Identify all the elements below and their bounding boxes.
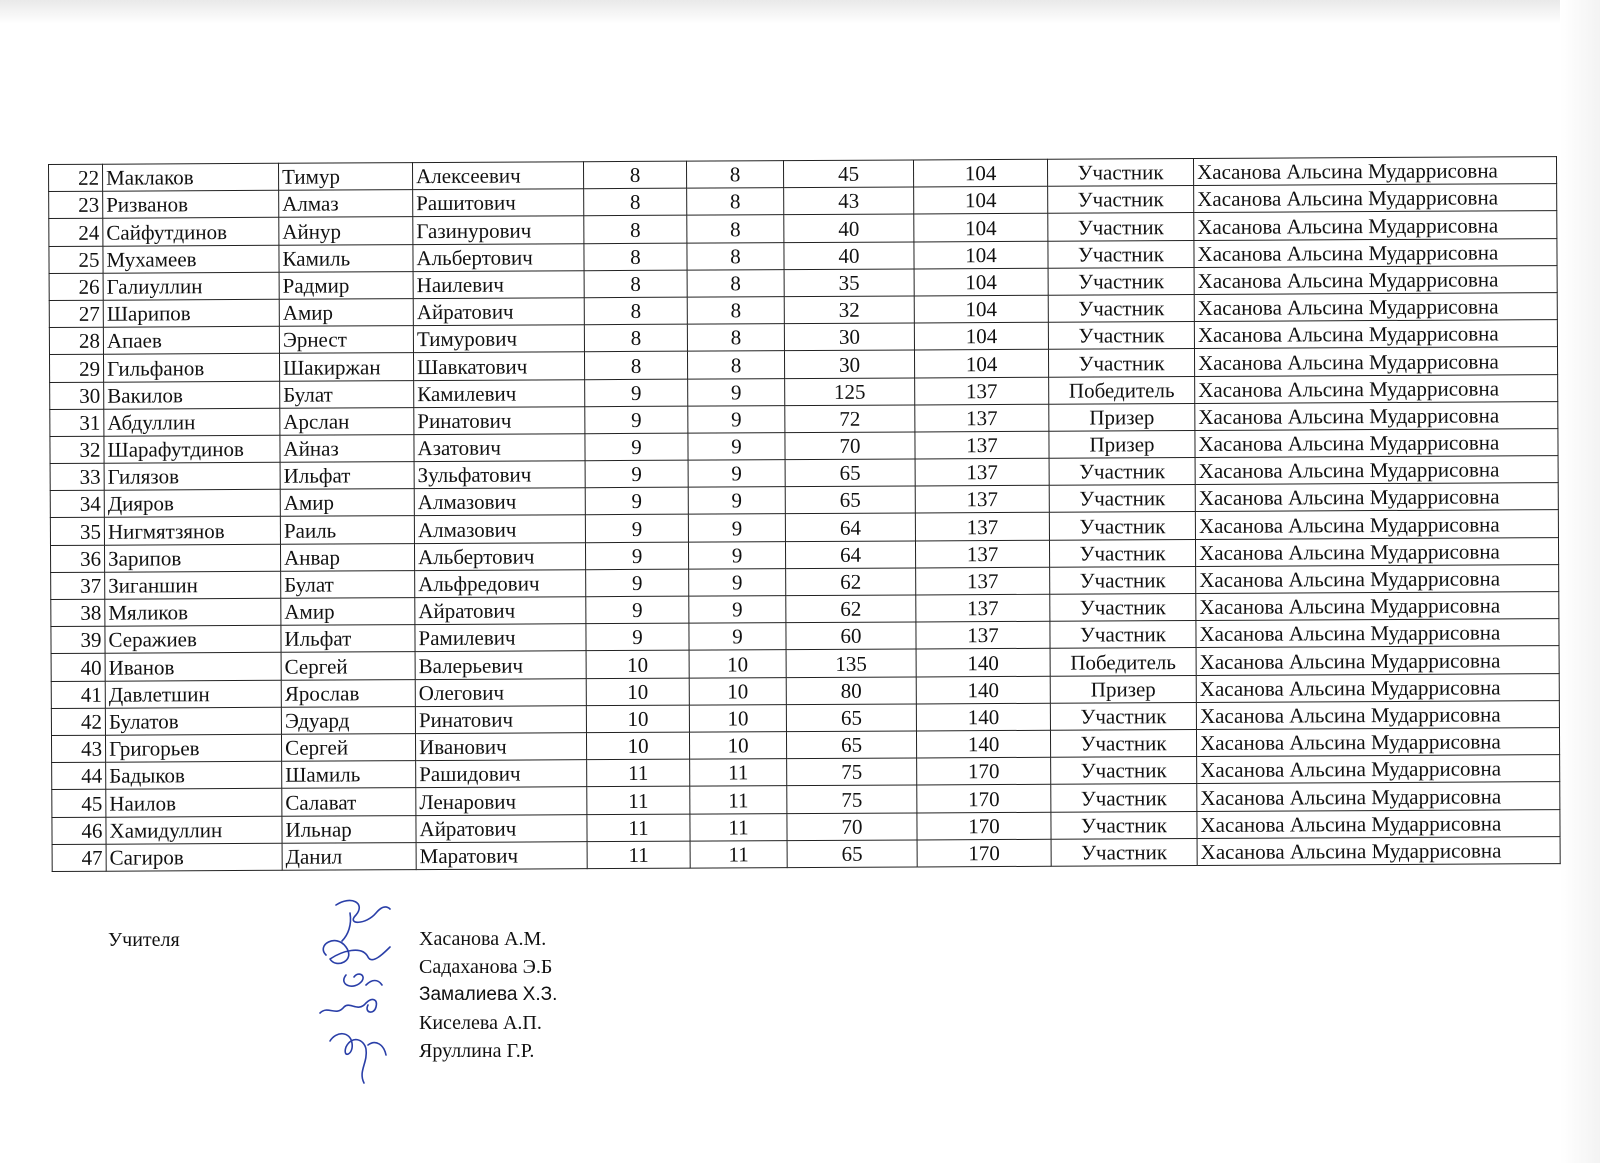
patronymic-cell: Алмазович (414, 515, 585, 543)
row-number-cell: 33 (50, 463, 104, 490)
surname-cell: Хамидуллин (106, 816, 282, 844)
teacher-cell: Хасанова Альсина Мударрисовна (1195, 510, 1558, 539)
score-cell: 65 (785, 486, 915, 514)
status-cell: Участник (1047, 159, 1193, 187)
row-number-cell: 34 (50, 490, 104, 517)
surname-cell: Дияров (104, 490, 280, 518)
max-score-cell: 140 (916, 649, 1050, 677)
status-cell: Участник (1050, 729, 1196, 757)
first-name-cell: Шамиль (282, 761, 416, 789)
surname-cell: Сайфутдинов (103, 218, 279, 246)
teacher-cell: Хасанова Альсина Мударрисовна (1195, 401, 1558, 430)
surname-cell: Шарипов (103, 299, 279, 327)
grade-participation-cell: 9 (688, 541, 785, 569)
grade-study-cell: 9 (586, 596, 689, 624)
teacher-cell: Хасанова Альсина Мударрисовна (1196, 646, 1559, 675)
status-cell: Участник (1048, 322, 1194, 350)
status-cell: Участник (1049, 458, 1195, 486)
first-name-cell: Сергей (281, 734, 415, 762)
row-number-cell: 43 (51, 735, 105, 762)
first-name-cell: Радмир (279, 271, 413, 299)
score-cell: 62 (786, 568, 916, 596)
grade-participation-cell: 9 (689, 596, 786, 624)
surname-cell: Бадыков (106, 761, 282, 789)
patronymic-cell: Ринатович (414, 406, 585, 434)
row-number-cell: 42 (51, 708, 105, 735)
score-cell: 35 (784, 269, 914, 297)
row-number-cell: 28 (49, 327, 103, 354)
score-cell: 32 (784, 296, 914, 324)
row-number-cell: 44 (52, 762, 106, 789)
grade-participation-cell: 9 (688, 487, 785, 515)
grade-participation-cell: 10 (689, 732, 786, 760)
grade-participation-cell: 9 (689, 623, 786, 651)
patronymic-cell: Азатович (414, 434, 585, 462)
grade-participation-cell: 10 (689, 677, 786, 705)
teacher-name: Киселева А.П. (419, 1012, 542, 1034)
surname-cell: Булатов (105, 707, 281, 735)
first-name-cell: Эрнест (279, 326, 413, 354)
surname-cell: Серажиев (105, 625, 281, 653)
status-cell: Участник (1049, 539, 1195, 567)
max-score-cell: 137 (915, 513, 1049, 541)
score-cell: 125 (785, 377, 915, 405)
score-cell: 64 (785, 513, 915, 541)
grade-study-cell: 8 (584, 351, 687, 379)
max-score-cell: 170 (917, 812, 1051, 840)
max-score-cell: 170 (917, 839, 1051, 867)
score-cell: 30 (784, 350, 914, 378)
patronymic-cell: Ленарович (416, 787, 587, 815)
grade-study-cell: 10 (586, 732, 689, 760)
teacher-cell: Хасанова Альсина Мударрисовна (1193, 157, 1556, 186)
patronymic-cell: Рашитович (413, 189, 584, 217)
status-cell: Призер (1050, 675, 1196, 703)
grade-study-cell: 11 (587, 841, 690, 869)
grade-study-cell: 9 (585, 542, 688, 570)
grade-participation-cell: 9 (688, 433, 785, 461)
grade-study-cell: 11 (587, 786, 690, 814)
teacher-cell: Хасанова Альсина Мударрисовна (1196, 592, 1559, 621)
grade-study-cell: 9 (586, 569, 689, 597)
teacher-cell: Хасанова Альсина Мударрисовна (1194, 238, 1557, 267)
teacher-list (419, 925, 557, 1065)
first-name-cell: Ярослав (281, 679, 415, 707)
patronymic-cell: Валерьевич (415, 651, 586, 679)
max-score-cell: 104 (914, 186, 1048, 214)
first-name-cell: Айнур (279, 217, 413, 245)
grade-participation-cell: 10 (689, 650, 786, 678)
patronymic-cell: Тимурович (413, 325, 584, 353)
teacher-cell: Хасанова Альсина Мударрисовна (1195, 456, 1558, 485)
surname-cell: Абдуллин (104, 408, 280, 436)
row-number-cell: 27 (49, 300, 103, 327)
first-name-cell: Раиль (280, 516, 414, 544)
row-number-cell: 23 (49, 191, 103, 218)
grade-participation-cell: 9 (689, 568, 786, 596)
grade-study-cell: 9 (585, 406, 688, 434)
patronymic-cell: Зульфатович (414, 461, 585, 489)
patronymic-cell: Шавкатович (413, 352, 584, 380)
patronymic-cell: Альбертович (413, 243, 584, 271)
max-score-cell: 104 (914, 350, 1048, 378)
grade-study-cell: 8 (584, 324, 687, 352)
teacher-cell: Хасанова Альсина Мударрисовна (1194, 211, 1557, 240)
grade-participation-cell: 9 (688, 405, 785, 433)
first-name-cell: Камиль (279, 244, 413, 272)
surname-cell: Нигмятзянов (104, 517, 280, 545)
grade-participation-cell: 9 (688, 378, 785, 406)
patronymic-cell: Рамилевич (415, 624, 586, 652)
row-number-cell: 39 (51, 626, 105, 653)
grade-participation-cell: 8 (687, 351, 784, 379)
teacher-name: Замалиева Х.З. (419, 984, 558, 1005)
row-number-cell: 41 (51, 681, 105, 708)
results-table (48, 156, 1561, 872)
first-name-cell: Амир (279, 299, 413, 327)
first-name-cell: Ильнар (282, 815, 416, 843)
status-cell: Победитель (1050, 648, 1196, 676)
status-cell: Участник (1048, 186, 1194, 214)
row-number-cell: 37 (51, 572, 105, 599)
score-cell: 45 (783, 160, 913, 188)
max-score-cell: 140 (916, 676, 1050, 704)
status-cell: Участник (1051, 757, 1197, 785)
score-cell: 70 (785, 432, 915, 460)
teacher-cell: Хасанова Альсина Мударрисовна (1194, 320, 1557, 349)
surname-cell: Зарипов (104, 544, 280, 572)
surname-cell: Апаев (103, 326, 279, 354)
max-score-cell: 137 (915, 431, 1049, 459)
grade-study-cell: 10 (586, 651, 689, 679)
grade-participation-cell: 9 (688, 514, 785, 542)
surname-cell: Мухамеев (103, 245, 279, 273)
grade-participation-cell: 11 (690, 840, 787, 868)
teachers-footer (108, 925, 808, 1095)
first-name-cell: Данил (282, 842, 416, 870)
scan-right-edge (1560, 0, 1600, 1163)
max-score-cell: 137 (915, 458, 1049, 486)
teacher-signatures (306, 895, 426, 1095)
surname-cell: Мяликов (105, 598, 281, 626)
surname-cell: Галиуллин (103, 272, 279, 300)
score-cell: 40 (784, 214, 914, 242)
row-number-cell: 38 (51, 599, 105, 626)
score-cell: 60 (786, 622, 916, 650)
grade-study-cell: 10 (586, 678, 689, 706)
status-cell: Участник (1049, 485, 1195, 513)
grade-study-cell: 9 (585, 460, 688, 488)
grade-participation-cell: 8 (687, 297, 784, 325)
first-name-cell: Булат (280, 380, 414, 408)
status-cell: Участник (1051, 811, 1197, 839)
teacher-cell: Хасанова Альсина Мударрисовна (1196, 728, 1559, 757)
results-table-body (49, 157, 1561, 872)
first-name-cell: Шакиржан (279, 353, 413, 381)
patronymic-cell: Газинурович (413, 216, 584, 244)
grade-participation-cell: 8 (687, 269, 784, 297)
teacher-cell: Хасанова Альсина Мударрисовна (1196, 673, 1559, 702)
first-name-cell: Салават (282, 788, 416, 816)
surname-cell: Ризванов (103, 190, 279, 218)
patronymic-cell: Айратович (413, 298, 584, 326)
grade-study-cell: 11 (587, 814, 690, 842)
patronymic-cell: Маратович (416, 841, 587, 869)
grade-study-cell: 10 (586, 705, 689, 733)
teacher-name: Яруллина Г.Р. (419, 1040, 535, 1062)
grade-participation-cell: 11 (690, 786, 787, 814)
grade-participation-cell: 10 (689, 704, 786, 732)
patronymic-cell: Альфредович (415, 570, 586, 598)
first-name-cell: Амир (281, 598, 415, 626)
grade-participation-cell: 11 (690, 813, 787, 841)
row-number-cell: 31 (50, 409, 104, 436)
row-number-cell: 47 (52, 844, 106, 871)
patronymic-cell: Айратович (415, 597, 586, 625)
teacher-cell: Хасанова Альсина Мударрисовна (1194, 347, 1557, 376)
teacher-cell: Хасанова Альсина Мударрисовна (1194, 293, 1557, 322)
patronymic-cell: Ринатович (415, 705, 586, 733)
status-cell: Участник (1050, 566, 1196, 594)
teacher-name: Садаханова Э.Б (419, 956, 553, 978)
grade-study-cell: 11 (587, 759, 690, 787)
teacher-cell: Хасанова Альсина Мударрисовна (1196, 700, 1559, 729)
first-name-cell: Сергей (281, 652, 415, 680)
status-cell: Участник (1051, 838, 1197, 866)
surname-cell: Маклаков (103, 163, 279, 191)
status-cell: Участник (1050, 702, 1196, 730)
grade-participation-cell: 8 (687, 242, 784, 270)
score-cell: 70 (787, 812, 917, 840)
row-number-cell: 30 (50, 382, 104, 409)
surname-cell: Вакилов (104, 381, 280, 409)
grade-study-cell: 8 (584, 188, 687, 216)
max-score-cell: 104 (914, 214, 1048, 242)
first-name-cell: Арслан (280, 407, 414, 435)
teacher-cell: Хасанова Альсина Мударрисовна (1194, 265, 1557, 294)
teacher-cell: Хасанова Альсина Мударрисовна (1195, 483, 1558, 512)
grade-study-cell: 9 (585, 379, 688, 407)
score-cell: 135 (786, 649, 916, 677)
row-number-cell: 24 (49, 219, 103, 246)
surname-cell: Сагиров (106, 843, 282, 871)
grade-study-cell: 8 (583, 161, 686, 189)
status-cell: Участник (1050, 621, 1196, 649)
status-cell: Участник (1050, 593, 1196, 621)
status-cell: Призер (1049, 430, 1195, 458)
teacher-cell: Хасанова Альсина Мударрисовна (1197, 836, 1560, 865)
status-cell: Призер (1049, 403, 1195, 431)
patronymic-cell: Олегович (415, 678, 586, 706)
score-cell: 80 (786, 677, 916, 705)
grade-study-cell: 8 (584, 243, 687, 271)
surname-cell: Наилов (106, 789, 282, 817)
first-name-cell: Булат (281, 570, 415, 598)
row-number-cell: 22 (49, 164, 103, 191)
first-name-cell: Айназ (280, 434, 414, 462)
grade-study-cell: 9 (585, 515, 688, 543)
max-score-cell: 104 (914, 322, 1048, 350)
grade-participation-cell: 8 (687, 215, 784, 243)
grade-participation-cell: 8 (687, 188, 784, 216)
teacher-cell: Хасанова Альсина Мударрисовна (1194, 184, 1557, 213)
score-cell: 65 (787, 840, 917, 868)
status-cell: Участник (1048, 267, 1194, 295)
first-name-cell: Амир (280, 489, 414, 517)
teacher-name: Хасанова А.М. (419, 928, 547, 950)
score-cell: 72 (785, 405, 915, 433)
score-cell: 62 (786, 595, 916, 623)
grade-study-cell: 9 (586, 623, 689, 651)
scan-top-edge (0, 0, 1600, 24)
patronymic-cell: Иванович (415, 733, 586, 761)
first-name-cell: Анвар (280, 543, 414, 571)
surname-cell: Давлетшин (105, 680, 281, 708)
patronymic-cell: Алмазович (414, 488, 585, 516)
max-score-cell: 137 (916, 594, 1050, 622)
grade-participation-cell: 11 (690, 759, 787, 787)
first-name-cell: Алмаз (279, 190, 413, 218)
max-score-cell: 170 (917, 785, 1051, 813)
surname-cell: Иванов (105, 653, 281, 681)
teacher-cell: Хасанова Альсина Мударрисовна (1196, 564, 1559, 593)
row-number-cell: 45 (52, 790, 106, 817)
max-score-cell: 137 (915, 486, 1049, 514)
max-score-cell: 140 (916, 703, 1050, 731)
status-cell: Участник (1048, 240, 1194, 268)
max-score-cell: 137 (915, 540, 1049, 568)
max-score-cell: 104 (914, 268, 1048, 296)
score-cell: 64 (785, 541, 915, 569)
surname-cell: Гилязов (104, 462, 280, 490)
patronymic-cell: Альбертович (414, 542, 585, 570)
teacher-cell: Хасанова Альсина Мударрисовна (1196, 619, 1559, 648)
surname-cell: Гильфанов (103, 354, 279, 382)
max-score-cell: 104 (913, 159, 1047, 187)
max-score-cell: 137 (916, 621, 1050, 649)
teachers-label: Учителя (108, 929, 180, 951)
score-cell: 75 (787, 758, 917, 786)
surname-cell: Григорьев (105, 734, 281, 762)
patronymic-cell: Рашидович (416, 760, 587, 788)
teacher-cell: Хасанова Альсина Мударрисовна (1197, 809, 1560, 838)
max-score-cell: 170 (917, 757, 1051, 785)
surname-cell: Зиганшин (105, 571, 281, 599)
max-score-cell: 137 (916, 567, 1050, 595)
teacher-cell: Хасанова Альсина Мударрисовна (1195, 537, 1558, 566)
score-cell: 65 (786, 731, 916, 759)
status-cell: Участник (1051, 784, 1197, 812)
grade-participation-cell: 9 (688, 460, 785, 488)
surname-cell: Шарафутдинов (104, 435, 280, 463)
max-score-cell: 104 (914, 295, 1048, 323)
patronymic-cell: Айратович (416, 814, 587, 842)
grade-study-cell: 8 (584, 216, 687, 244)
status-cell: Участник (1048, 213, 1194, 241)
first-name-cell: Ильфат (281, 625, 415, 653)
row-number-cell: 40 (51, 654, 105, 681)
row-number-cell: 36 (50, 545, 104, 572)
grade-study-cell: 8 (584, 297, 687, 325)
patronymic-cell: Наилевич (413, 270, 584, 298)
max-score-cell: 137 (915, 377, 1049, 405)
patronymic-cell: Камилевич (414, 379, 585, 407)
score-cell: 65 (786, 704, 916, 732)
max-score-cell: 140 (916, 730, 1050, 758)
score-cell: 65 (785, 459, 915, 487)
grade-study-cell: 8 (584, 270, 687, 298)
teacher-cell: Хасанова Альсина Мударрисовна (1197, 755, 1560, 784)
max-score-cell: 137 (915, 404, 1049, 432)
teacher-cell: Хасанова Альсина Мударрисовна (1197, 782, 1560, 811)
grade-participation-cell: 8 (686, 161, 783, 189)
grade-study-cell: 9 (585, 433, 688, 461)
score-cell: 75 (787, 785, 917, 813)
teacher-cell: Хасанова Альсина Мударрисовна (1195, 374, 1558, 403)
status-cell: Участник (1048, 294, 1194, 322)
first-name-cell: Тимур (278, 163, 412, 191)
first-name-cell: Ильфат (280, 462, 414, 490)
score-cell: 43 (784, 187, 914, 215)
row-number-cell: 35 (50, 518, 104, 545)
status-cell: Победитель (1049, 376, 1195, 404)
row-number-cell: 29 (49, 355, 103, 382)
grade-participation-cell: 8 (687, 324, 784, 352)
grade-study-cell: 9 (585, 487, 688, 515)
row-number-cell: 25 (49, 246, 103, 273)
row-number-cell: 26 (49, 273, 103, 300)
patronymic-cell: Алексеевич (412, 162, 583, 190)
status-cell: Участник (1049, 512, 1195, 540)
row-number-cell: 46 (52, 817, 106, 844)
score-cell: 40 (784, 242, 914, 270)
row-number-cell: 32 (50, 436, 104, 463)
teacher-cell: Хасанова Альсина Мударрисовна (1195, 428, 1558, 457)
status-cell: Участник (1048, 349, 1194, 377)
max-score-cell: 104 (914, 241, 1048, 269)
score-cell: 30 (784, 323, 914, 351)
first-name-cell: Эдуард (281, 706, 415, 734)
